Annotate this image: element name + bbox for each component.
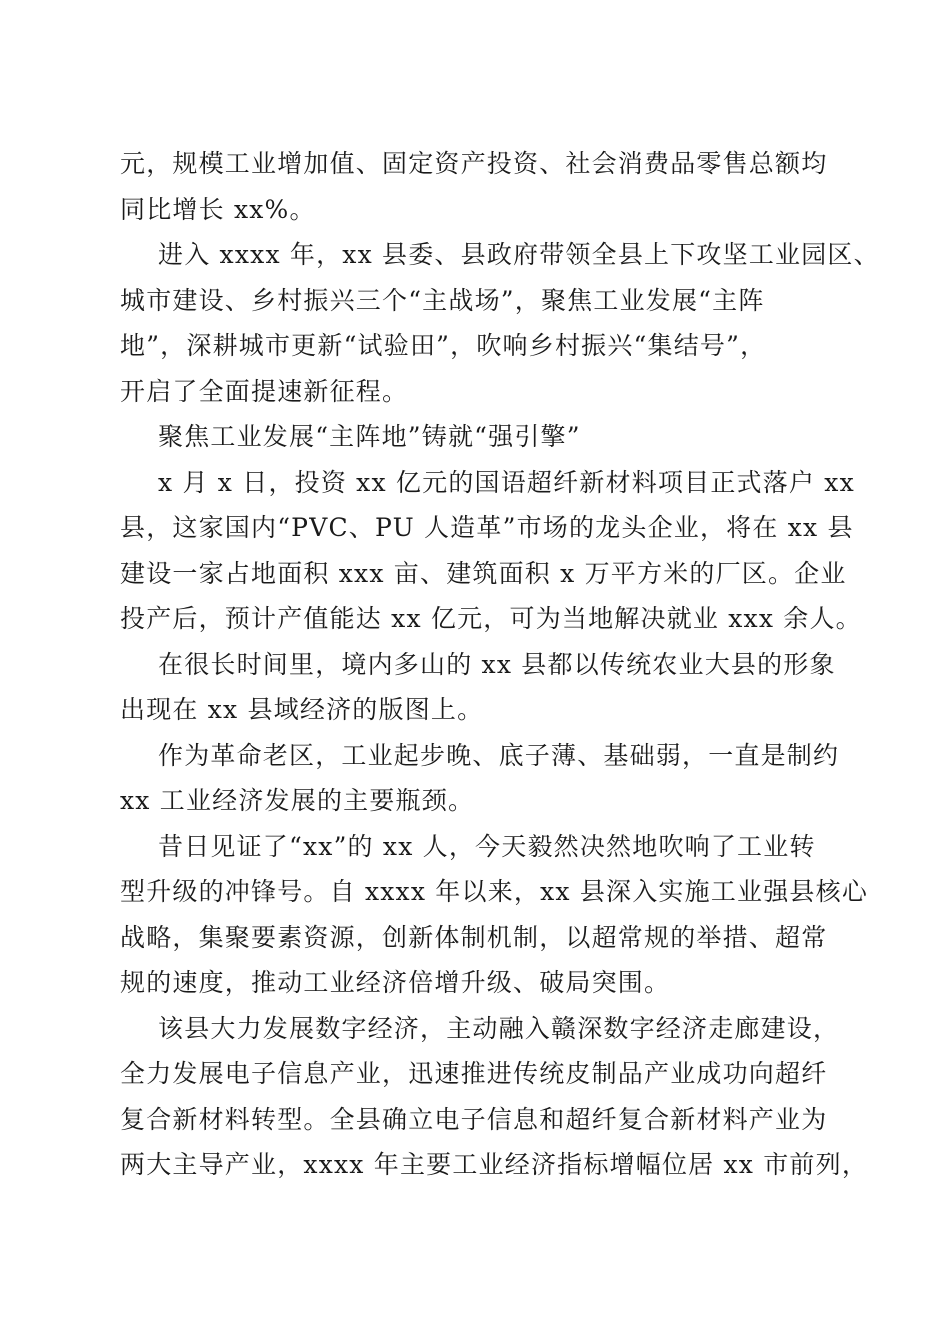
text-line: 昔日见证了“xx”的 xx 人，今天毅然决然地吹响了工业转 [158,831,816,861]
text-line: 出现在 xx 县域经济的版图上。 [120,695,484,724]
text-line: 全力发展电子信息产业，迅速推进传统皮制品产业成功向超纤 [120,1059,828,1088]
text-line: 复合新材料转型。全县确立电子信息和超纤复合新材料产业为 [120,1104,828,1134]
text-line: 该县大力发展数字经济，主动融入赣深数字经济走廊建设， [158,1013,840,1043]
text-line: x 月 x 日，投资 xx 亿元的国语超纤新材料项目正式落户 xx [158,467,855,497]
text-line: 开启了全面提速新征程。 [120,376,409,406]
text-line: 建设一家占地面积 xxx 亩、建筑面积 x 万平方米的厂区。企业 [120,558,847,588]
text-line: 两大主导产业，xxxx 年主要工业经济指标增幅位居 xx 市前列， [120,1150,869,1179]
text-line: 作为革命老区，工业起步晚、底子薄、基础弱，一直是制约 [158,740,840,770]
text-line: 城市建设、乡村振兴三个“主战场”，聚焦工业发展“主阵 [120,285,765,315]
text-line: 元，规模工业增加值、固定资产投资、社会消费品零售总额均 [120,149,828,178]
text-line: xx 工业经济发展的主要瓶颈。 [120,786,475,815]
text-line: 规的速度，推动工业经济倍增升级、破局突围。 [120,968,671,997]
document-body [120,141,880,1188]
text-line: 进入 xxxx 年，xx 县委、县政府带领全县上下攻坚工业园区、 [158,240,880,269]
section-heading: 聚焦工业发展“主阵地”铸就“强引擎” [158,422,581,451]
text-line: 投产后，预计产值能达 xx 亿元，可为当地解决就业 xxx 余人。 [120,604,862,633]
text-line: 同比增长 xx%。 [120,194,316,224]
text-line: 地”，深耕城市更新“试验田”，吹响乡村振兴“集结号”， [120,331,767,360]
text-line: 战略，集聚要素资源，创新体制机制，以超常规的举措、超常 [120,922,828,952]
text-line: 县，这家国内“PVC、PU 人造革”市场的龙头企业，将在 xx 县 [120,513,854,542]
text-line: 型升级的冲锋号。自 xxxx 年以来，xx 县深入实施工业强县核心 [120,877,869,906]
text-line: 在很长时间里，境内多山的 xx 县都以传统农业大县的形象 [158,649,836,679]
